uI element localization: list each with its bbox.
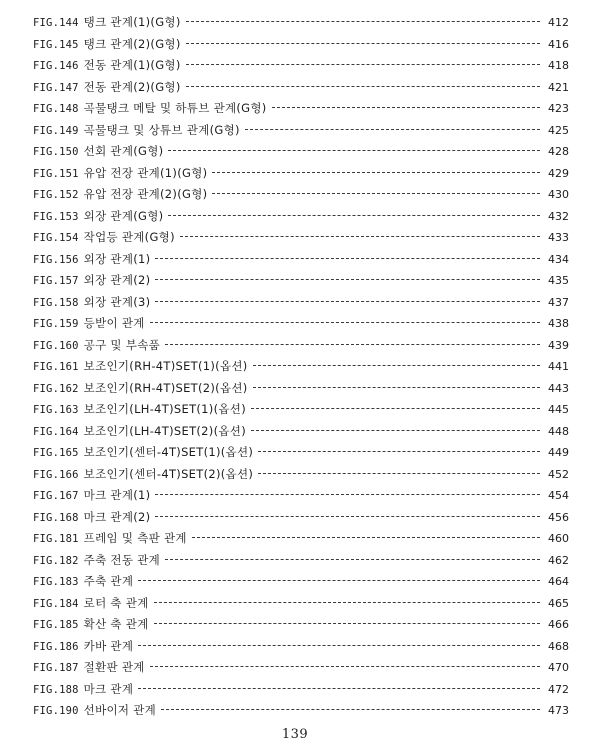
entry-title: 전동 관계(1)(G형) [83, 58, 181, 72]
toc-entry [33, 550, 569, 572]
figure-number: FIG.145 [33, 38, 79, 51]
page-reference: 421 [548, 80, 569, 94]
dot-leader [138, 688, 540, 689]
page-reference: 439 [548, 338, 569, 352]
entry-title: 전동 관계(2)(G형) [83, 79, 181, 94]
figure-number: FIG.165 [33, 447, 79, 459]
figure-number: FIG.162 [33, 382, 79, 395]
page-reference: 462 [548, 553, 569, 567]
page-reference: 433 [548, 231, 569, 244]
entry-title: 외장 관계(2) [83, 273, 151, 287]
page-number: 139 [281, 727, 309, 742]
toc-entry [33, 614, 569, 636]
dot-leader [168, 150, 540, 151]
entry-title: 카바 관계 [83, 638, 134, 653]
dot-leader [155, 258, 540, 259]
dot-leader [150, 666, 540, 667]
toc-entry [33, 292, 569, 314]
dot-leader [253, 387, 540, 388]
dot-leader [165, 559, 540, 560]
entry-title: 마크 관계 [83, 681, 134, 696]
figure-number: FIG.144 [33, 17, 79, 29]
toc-entry [33, 442, 569, 464]
entry-title: 곡물탱크 메탈 및 하튜브 관계(G형) [83, 101, 267, 115]
page-reference: 464 [548, 575, 569, 588]
dot-leader [154, 602, 540, 603]
figure-number: FIG.185 [33, 619, 79, 631]
page-reference: 443 [548, 381, 569, 395]
dot-leader [251, 408, 540, 409]
toc-entry [33, 571, 569, 593]
dot-leader [258, 473, 540, 474]
toc-entry [33, 206, 569, 228]
figure-number: FIG.160 [33, 339, 79, 352]
entry-title: 보조인기(센터-4T)SET(2)(옵션) [83, 466, 254, 481]
entry-title: 외장 관계(3) [83, 294, 151, 309]
page-reference: 423 [548, 102, 569, 115]
dot-leader [180, 236, 540, 237]
page-reference: 434 [548, 252, 569, 266]
figure-number: FIG.158 [33, 296, 79, 309]
dot-leader [212, 172, 540, 173]
figure-number: FIG.152 [33, 189, 79, 201]
page-reference: 466 [548, 618, 569, 631]
figure-number: FIG.156 [33, 253, 79, 266]
figure-number: FIG.187 [33, 662, 79, 674]
entry-title: 곡물탱크 및 상튜브 관계(G형) [83, 122, 240, 137]
toc-entry [33, 356, 569, 378]
entry-title: 보조인기(LH-4T)SET(1)(옵션) [83, 402, 246, 416]
page-reference: 473 [548, 704, 569, 717]
dot-leader [138, 645, 540, 646]
dot-leader [212, 193, 540, 194]
toc-entry [33, 464, 569, 486]
toc-entry [33, 679, 569, 701]
page-reference: 470 [548, 661, 569, 674]
entry-title: 보조인기(RH-4T)SET(2)(옵션) [83, 380, 248, 395]
toc-entry [33, 12, 569, 34]
dot-leader [272, 107, 540, 108]
dot-leader [155, 301, 540, 302]
toc-entry [33, 485, 569, 507]
page-reference: 412 [548, 16, 569, 29]
dot-leader [155, 494, 540, 495]
toc-entry [33, 378, 569, 400]
entry-title: 외장 관계(G형) [83, 208, 164, 223]
figure-number: FIG.183 [33, 576, 79, 588]
toc-entry [33, 313, 569, 335]
page-reference: 468 [548, 639, 569, 653]
figure-number: FIG.166 [33, 468, 79, 481]
dot-leader [155, 516, 540, 517]
page-reference: 460 [548, 532, 569, 545]
figure-number: FIG.164 [33, 425, 79, 438]
figure-number: FIG.151 [33, 167, 79, 180]
page-reference: 454 [548, 489, 569, 502]
dot-leader [150, 322, 540, 323]
page-reference: 438 [548, 317, 569, 330]
table-of-contents [33, 12, 569, 722]
toc-entry [33, 227, 569, 249]
page-reference: 425 [548, 123, 569, 137]
figure-number: FIG.147 [33, 81, 79, 94]
entry-title: 작업등 관계(G형) [83, 230, 175, 244]
dot-leader [245, 129, 540, 130]
page-reference: 429 [548, 166, 569, 180]
page-reference: 449 [548, 446, 569, 459]
entry-title: 주축 관계 [83, 574, 134, 588]
figure-number: FIG.167 [33, 490, 79, 502]
dot-leader [186, 86, 540, 87]
page-reference: 452 [548, 467, 569, 481]
page-reference: 432 [548, 209, 569, 223]
dot-leader [154, 623, 540, 624]
page-reference: 428 [548, 145, 569, 158]
toc-entry [33, 141, 569, 163]
page-reference: 435 [548, 274, 569, 287]
toc-entry [33, 507, 569, 529]
figure-number: FIG.157 [33, 275, 79, 287]
figure-number: FIG.186 [33, 640, 79, 653]
entry-title: 절환판 관계 [83, 660, 145, 674]
entry-title: 등받이 관계 [83, 316, 145, 330]
dot-leader [155, 279, 540, 280]
toc-entry [33, 528, 569, 550]
toc-entry [33, 163, 569, 185]
figure-number: FIG.148 [33, 103, 79, 115]
dot-leader [186, 43, 540, 44]
figure-number: FIG.150 [33, 146, 79, 158]
toc-entry [33, 399, 569, 421]
dot-leader [186, 21, 540, 22]
dot-leader [251, 430, 540, 431]
figure-number: FIG.181 [33, 533, 79, 545]
page-reference: 465 [548, 596, 569, 610]
entry-title: 탱크 관계(2)(G형) [83, 36, 181, 51]
figure-number: FIG.146 [33, 60, 79, 72]
toc-entry [33, 657, 569, 679]
figure-number: FIG.184 [33, 597, 79, 610]
figure-number: FIG.154 [33, 232, 79, 244]
dot-leader [186, 64, 540, 65]
figure-number: FIG.159 [33, 318, 79, 330]
entry-title: 보조인기(RH-4T)SET(1)(옵션) [83, 359, 248, 373]
figure-number: FIG.153 [33, 210, 79, 223]
toc-entry [33, 55, 569, 77]
toc-entry [33, 593, 569, 615]
figure-number: FIG.188 [33, 683, 79, 696]
toc-entry [33, 700, 569, 722]
entry-title: 보조인기(LH-4T)SET(2)(옵션) [83, 423, 246, 438]
dot-leader [161, 709, 540, 710]
entry-title: 마크 관계(1) [83, 488, 151, 502]
page-reference: 472 [548, 682, 569, 696]
entry-title: 마크 관계(2) [83, 509, 151, 524]
entry-title: 확산 축 관계 [83, 617, 149, 631]
dot-leader [165, 344, 540, 345]
page-reference: 416 [548, 37, 569, 51]
page-reference: 441 [548, 360, 569, 373]
page-reference: 430 [548, 188, 569, 201]
figure-number: FIG.182 [33, 554, 79, 567]
page-reference: 445 [548, 403, 569, 416]
entry-title: 유압 전장 관계(1)(G형) [83, 165, 208, 180]
figure-number: FIG.161 [33, 361, 79, 373]
figure-number: FIG.149 [33, 124, 79, 137]
toc-entry [33, 98, 569, 120]
entry-title: 보조인기(센터-4T)SET(1)(옵션) [83, 445, 254, 459]
page-reference: 456 [548, 510, 569, 524]
entry-title: 주축 전동 관계 [83, 552, 161, 567]
dot-leader [138, 580, 540, 581]
figure-number: FIG.168 [33, 511, 79, 524]
toc-entry [33, 77, 569, 99]
toc-entry [33, 421, 569, 443]
entry-title: 로터 축 관계 [83, 595, 149, 610]
figure-number: FIG.190 [33, 705, 79, 717]
dot-leader [253, 365, 540, 366]
page-reference: 418 [548, 59, 569, 72]
page-reference: 448 [548, 424, 569, 438]
page-reference: 437 [548, 295, 569, 309]
toc-entry [33, 636, 569, 658]
entry-title: 탱크 관계(1)(G형) [83, 15, 181, 29]
entry-title: 프레임 및 측판 관계 [83, 531, 187, 545]
toc-entry [33, 249, 569, 271]
entry-title: 선회 관계(G형) [83, 144, 164, 158]
dot-leader [168, 215, 540, 216]
entry-title: 선바이저 관계 [83, 703, 157, 717]
toc-entry [33, 335, 569, 357]
entry-title: 유압 전장 관계(2)(G형) [83, 187, 208, 201]
dot-leader [192, 537, 540, 538]
entry-title: 공구 및 부속품 [83, 337, 161, 352]
dot-leader [258, 451, 540, 452]
toc-entry [33, 34, 569, 56]
toc-entry [33, 270, 569, 292]
entry-title: 외장 관계(1) [83, 251, 151, 266]
toc-entry [33, 184, 569, 206]
toc-entry [33, 120, 569, 142]
figure-number: FIG.163 [33, 404, 79, 416]
